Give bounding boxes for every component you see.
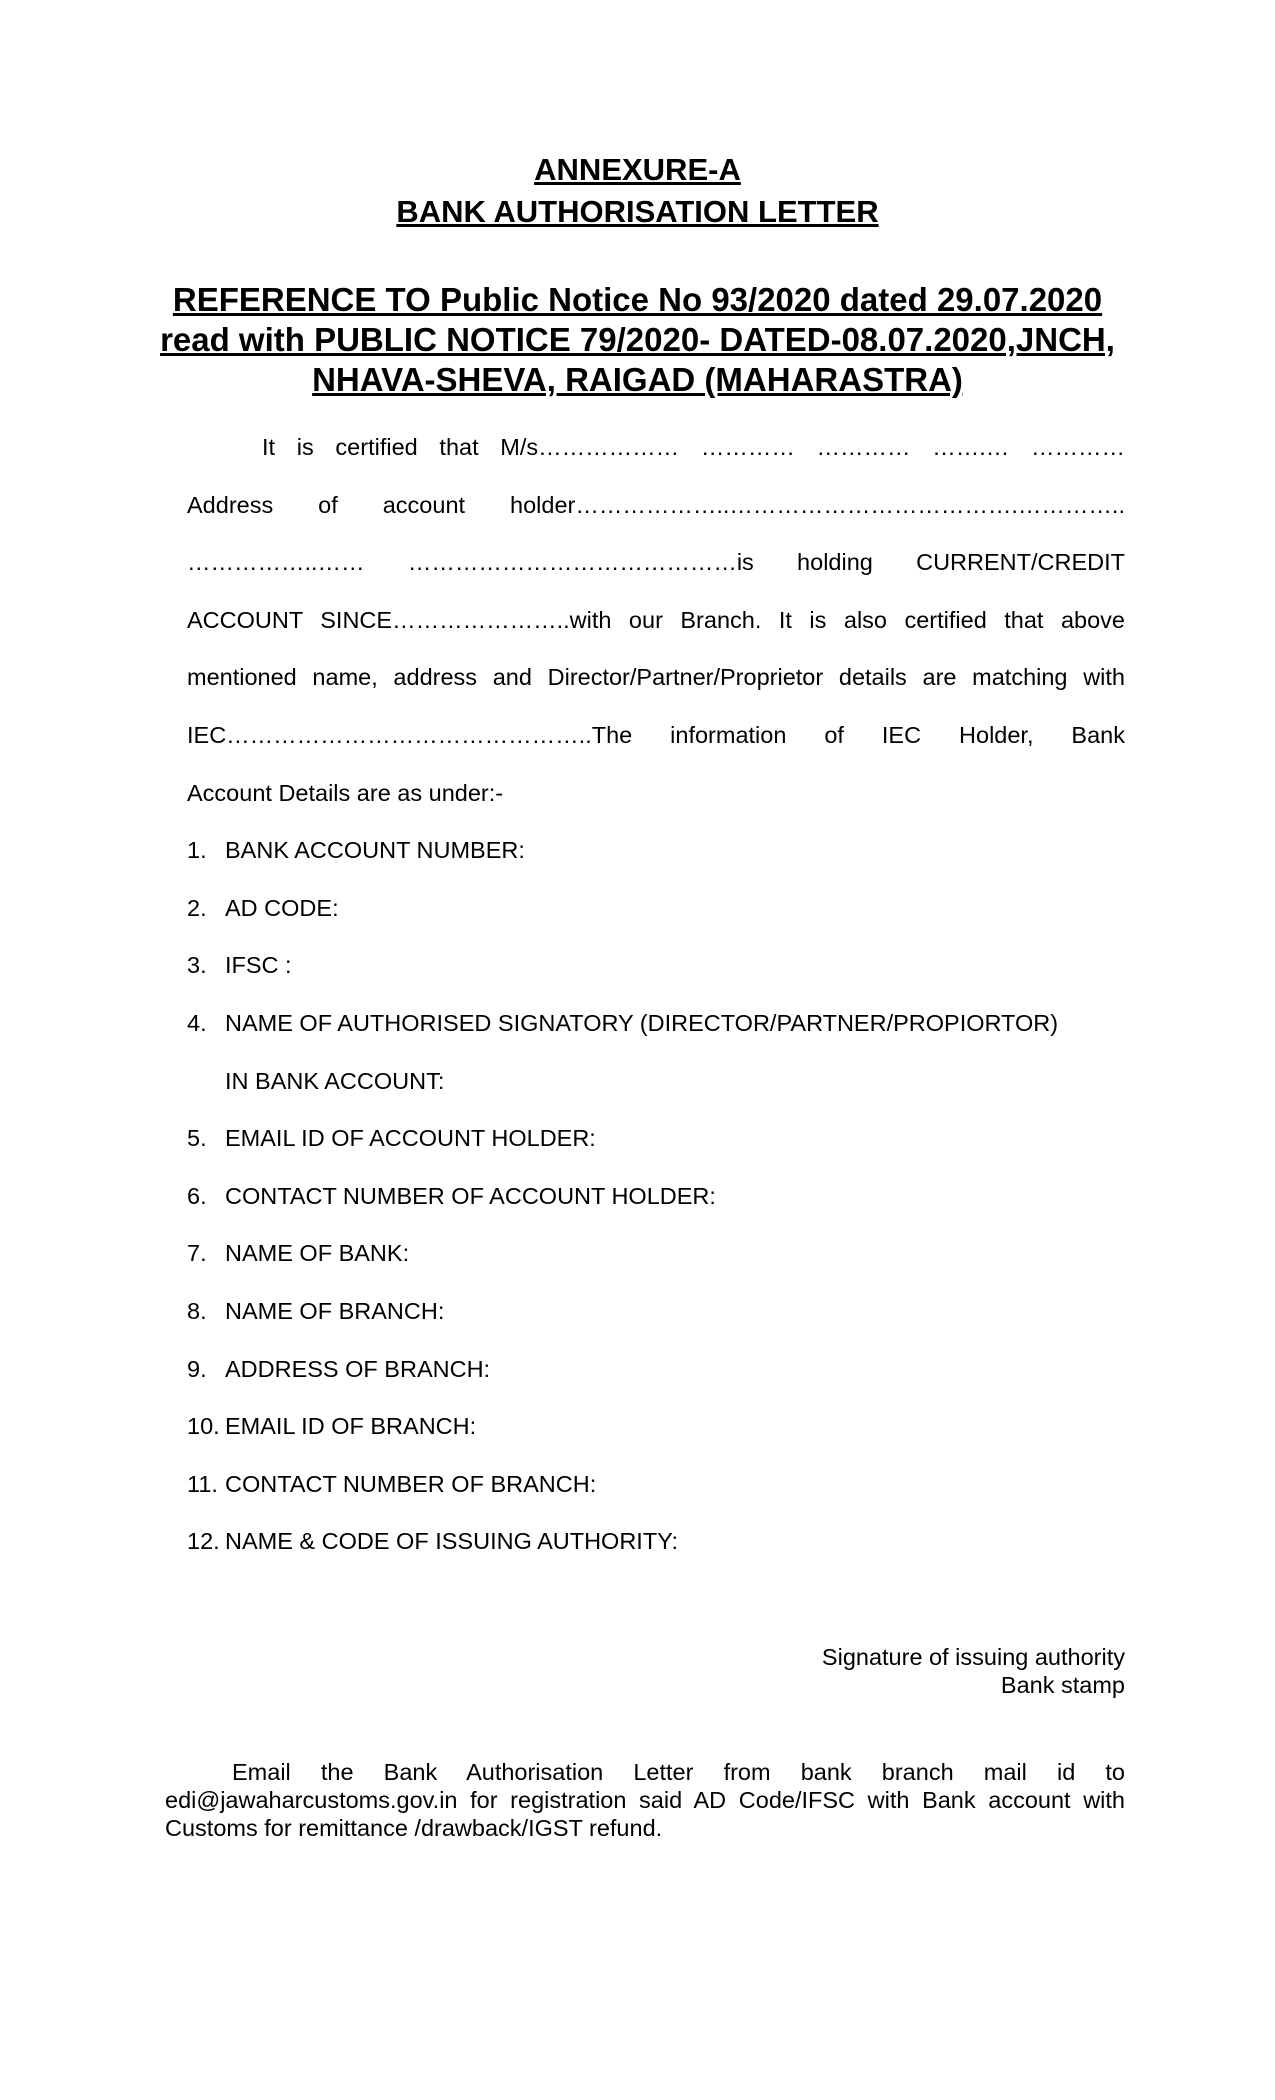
list-item-number: 4.: [187, 1010, 207, 1036]
reference-heading: [150, 280, 1125, 400]
body-line-5: mentioned name, address and Director/Partner/Proprietor details are matching with: [187, 664, 1125, 690]
list-item: [187, 835, 1147, 865]
list-item-text: EMAIL ID OF ACCOUNT HOLDER:: [225, 1125, 596, 1151]
list-item-text: NAME & CODE OF ISSUING AUTHORITY:: [225, 1528, 679, 1554]
signature-label: Signature of issuing authority: [821, 1644, 1125, 1670]
body-line-6: IEC………………………………………..The information of IEC Holder, Bank: [187, 722, 1125, 748]
email-instructions: [165, 1758, 1125, 1842]
body-line-7: Account Details are as under:-: [187, 780, 504, 806]
list-item-number: 9.: [187, 1356, 207, 1382]
list-item-number: 8.: [187, 1298, 207, 1324]
list-item: [187, 1123, 1147, 1153]
body-line-4: ACCOUNT SINCE…………………..with our Branch. It is also certified that above: [187, 607, 1125, 633]
email-note-line-1: Email the Bank Authorisation Letter from bank branch mail id to: [232, 1759, 1125, 1785]
list-item-text: BANK ACCOUNT NUMBER:: [225, 837, 525, 863]
list-item-number: 2.: [187, 895, 207, 921]
list-item: [187, 1181, 1147, 1211]
list-item: [187, 1354, 1147, 1384]
body-line-1: It is certified that M/s……………… ………… ………… …….… …………: [262, 434, 1125, 460]
list-item-number: 3.: [187, 952, 207, 978]
annexure-heading: ANNEXURE-A: [534, 152, 741, 187]
list-item-number: 12.: [187, 1528, 220, 1554]
list-item: [187, 1411, 1147, 1441]
list-item-number: 10.: [187, 1413, 220, 1439]
list-item-text: CONTACT NUMBER OF ACCOUNT HOLDER:: [225, 1183, 716, 1209]
body-line-2: Address of account holder………………..……………………………….…………..: [187, 492, 1125, 518]
list-item: [187, 1296, 1147, 1326]
bank-stamp-label: Bank stamp: [1000, 1672, 1125, 1698]
list-item: [187, 1526, 1147, 1556]
list-item-text: AD CODE:: [225, 895, 339, 921]
list-item-text: NAME OF BRANCH:: [225, 1298, 445, 1324]
list-item: [187, 893, 1147, 923]
list-item-continuation: [187, 1066, 1147, 1096]
list-item-number: 1.: [187, 837, 207, 863]
reference-line-2: read with PUBLIC NOTICE 79/2020- DATED-08.07.2020,JNCH,: [160, 321, 1115, 358]
list-item-text: NAME OF AUTHORISED SIGNATORY (DIRECTOR/PARTNER/PROPIORTOR): [225, 1010, 1059, 1036]
reference-line-3: NHAVA-SHEVA, RAIGAD (MAHARASTRA): [312, 361, 963, 398]
list-item: [187, 1008, 1147, 1038]
list-item-number: 11.: [187, 1471, 218, 1497]
list-item-text: IN BANK ACCOUNT:: [225, 1068, 445, 1094]
list-item-number: 5.: [187, 1125, 207, 1151]
email-note-line-3: Customs for remittance /drawback/IGST refund.: [165, 1815, 663, 1841]
list-item: [187, 1469, 1147, 1499]
reference-line-1: REFERENCE TO Public Notice No 93/2020 dated 29.07.2020: [172, 281, 1103, 318]
list-item-text: NAME OF BANK:: [225, 1240, 410, 1266]
list-item: [187, 1238, 1147, 1268]
list-item: [187, 950, 1147, 980]
list-item-text: CONTACT NUMBER OF BRANCH:: [225, 1471, 597, 1497]
email-note-line-2: edi@jawaharcustoms.gov.in for registration said AD Code/IFSC with Bank account with: [165, 1787, 1125, 1813]
body-line-3: ……………..…… ……………………………………is holding CURRENT/CREDIT: [187, 549, 1125, 575]
list-item-text: IFSC :: [225, 952, 292, 978]
list-item-text: EMAIL ID OF BRANCH:: [225, 1413, 477, 1439]
list-item-text: ADDRESS OF BRANCH:: [225, 1356, 491, 1382]
list-item-number: 6.: [187, 1183, 207, 1209]
letter-title: BANK AUTHORISATION LETTER: [396, 194, 879, 229]
list-item-number: 7.: [187, 1240, 207, 1266]
